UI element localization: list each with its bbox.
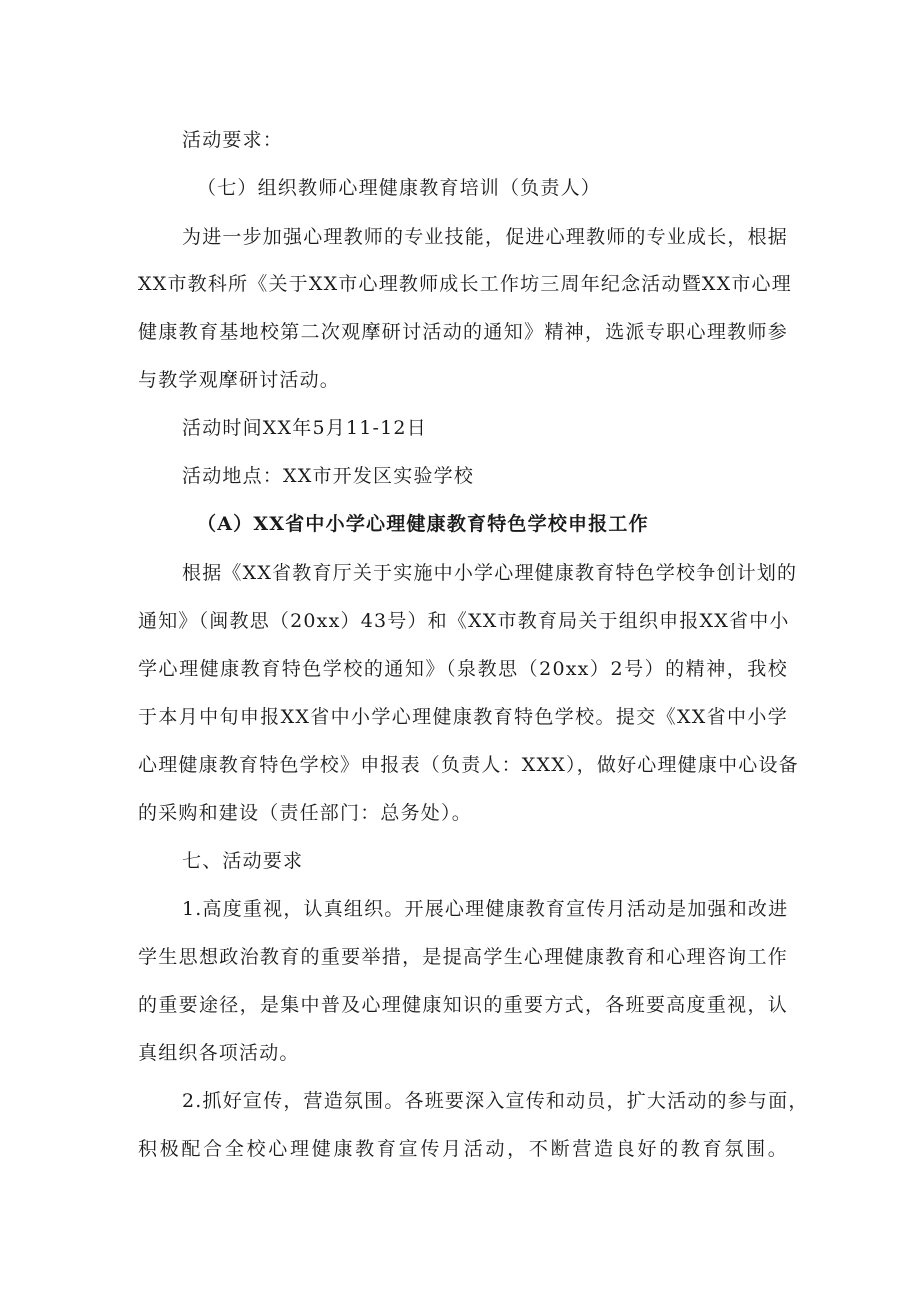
section-seven-heading: （七）组织教师心理健康教育培训（负责人） [197,177,602,199]
paragraph-line: 通知》（闽教思（20xx）43号）和《XX市教育局关于组织申报XX省中小 [138,610,790,632]
paragraph-line: 健康教育基地校第二次观摩研讨活动的通知》精神，选派专职心理教师参 [138,321,788,343]
activity-requirements-label: 活动要求： [182,129,284,151]
activity-time: 活动时间XX年5月11-12日 [182,417,427,439]
paragraph-line: XX市教科所《关于XX市心理教师成长工作坊三周年纪念活动暨XX市心理 [138,273,792,295]
section-a-heading: （A）XX省中小学心理健康教育特色学校申报工作 [197,513,649,535]
paragraph-line: 积极配合全校心理健康教育宣传月活动，不断营造良好的教育氛围。 [138,1138,788,1160]
paragraph-line: 1.高度重视，认真组织。开展心理健康教育宣传月活动是加强和改进 [182,898,789,920]
paragraph-line: 根据《XX省教育厅关于实施中小学心理健康教育特色学校争创计划的 [182,562,798,584]
paragraph-line: 学生思想政治教育的重要举措，是提高学生心理健康教育和心理咨询工作 [138,946,788,968]
section-heading-seven: 七、活动要求 [182,850,304,872]
paragraph-line: 真组织各项活动。 [138,1042,300,1064]
paragraph-line: 与教学观摩研讨活动。 [138,369,341,391]
paragraph-line: 的重要途径，是集中普及心理健康知识的重要方式，各班要高度重视，认 [138,994,788,1016]
paragraph-line: 学心理健康教育特色学校的通知》（泉教思（20xx）2号）的精神，我校 [138,658,788,680]
paragraph-line: 心理健康教育特色学校》申报表（负责人：XXX），做好心理健康中心设备 [138,754,799,776]
paragraph-line: 2.抓好宣传，营造氛围。各班要深入宣传和动员，扩大活动的参与面， [182,1090,809,1112]
paragraph-line: 于本月中旬申报XX省中小学心理健康教育特色学校。提交《XX省中小学 [138,706,788,728]
paragraph-line: 为进一步加强心理教师的专业技能，促进心理教师的专业成长，根据 [182,226,789,248]
paragraph-line: 的采购和建设（责任部门：总务处）。 [138,802,472,824]
activity-location: 活动地点：XX市开发区实验学校 [182,465,475,487]
